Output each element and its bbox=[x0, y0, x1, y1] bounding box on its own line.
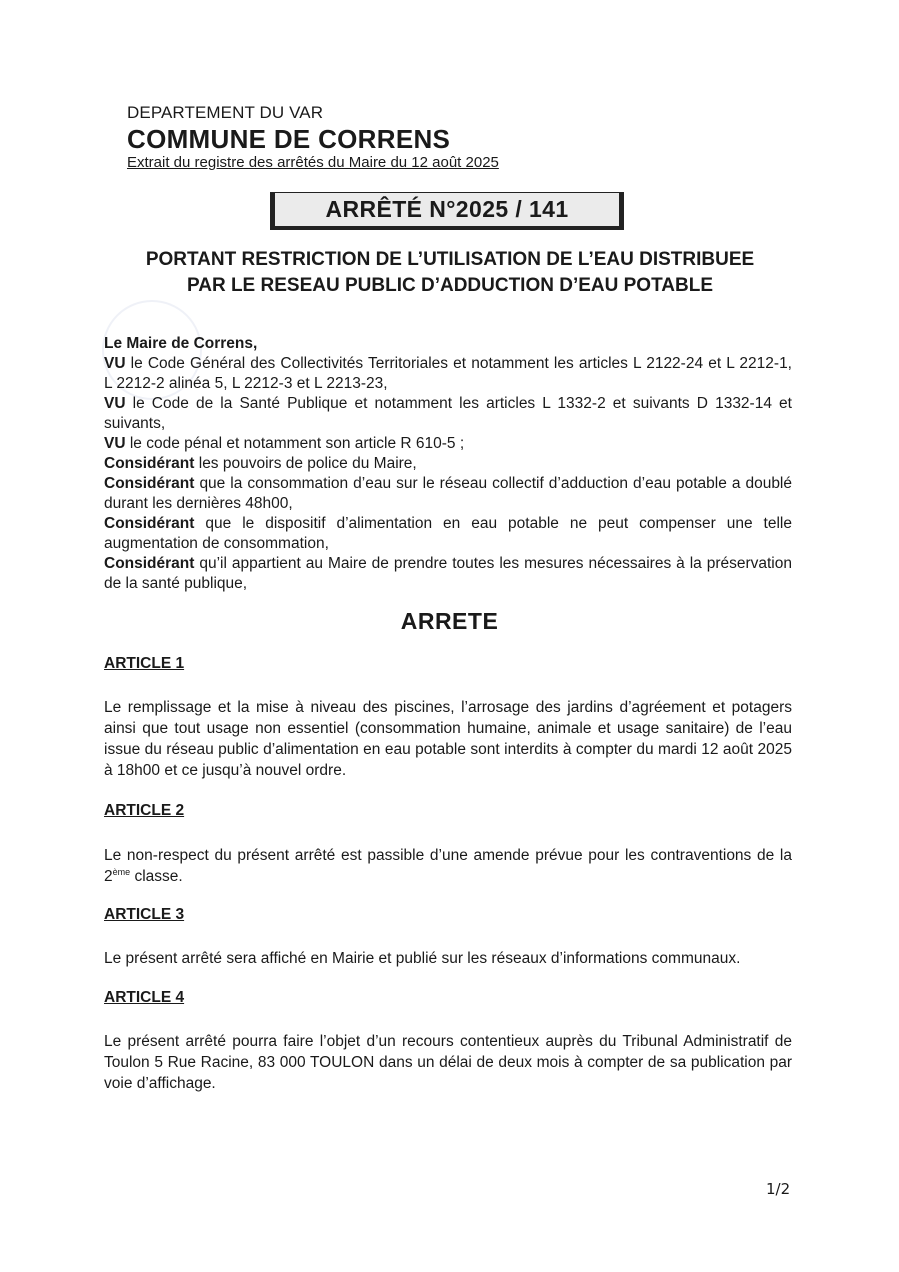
preamble-lead: VU bbox=[104, 395, 126, 412]
preamble-text: les pouvoirs de police du Maire, bbox=[194, 455, 417, 472]
preamble-lead: Considérant bbox=[104, 555, 195, 572]
register-extract: Extrait du registre des arrêtés du Maire du 12 août 2025 bbox=[127, 154, 499, 171]
preamble bbox=[104, 334, 792, 594]
department-label: DEPARTEMENT DU VAR bbox=[127, 103, 324, 122]
article-2-title: ARTICLE 2 bbox=[104, 802, 185, 819]
article-4-body: Le présent arrêté pourra faire l’objet d’un recours contentieux auprès du Tribunal Administratif de Toulon 5 Rue Racine, 83 000 TOULON dans un délai de deux mois à compter de sa publication par voie d’affichage. bbox=[104, 1033, 792, 1092]
commune-title: COMMUNE DE CORRENS bbox=[127, 124, 451, 154]
preamble-text: le Code Général des Collectivités Territoriales et notamment les articles L 2122-24 et L 2212-1, L 2212-2 alinéa 5, L 2212-3 et L 2213-23, bbox=[104, 355, 792, 392]
preamble-intro: Le Maire de Correns, bbox=[104, 335, 258, 352]
article-1-title: ARTICLE 1 bbox=[104, 655, 185, 672]
article-2-text bbox=[104, 845, 792, 887]
preamble-item bbox=[104, 394, 792, 434]
preamble-item bbox=[104, 354, 792, 394]
preamble-text: le code pénal et notamment son article R 610-5 ; bbox=[125, 435, 465, 452]
subject-line-1: PORTANT RESTRICTION DE L’UTILISATION DE L’EAU DISTRIBUEE bbox=[145, 249, 755, 270]
preamble-lead: VU bbox=[104, 355, 126, 372]
preamble-item bbox=[104, 554, 792, 594]
subject-line-2: PAR LE RESEAU PUBLIC D’ADDUCTION D’EAU POTABLE bbox=[186, 275, 714, 296]
preamble-item bbox=[104, 434, 792, 454]
article-3-body: Le présent arrêté sera affiché en Mairie et publié sur les réseaux d’informations communaux. bbox=[104, 950, 741, 967]
decree-number-box bbox=[270, 192, 624, 230]
decree-subject bbox=[60, 247, 840, 299]
preamble-lead: Considérant bbox=[104, 455, 195, 472]
article-4-text bbox=[104, 1031, 792, 1094]
preamble-text: qu’il appartient au Maire de prendre toutes les mesures nécessaires à la préservation de la santé publique, bbox=[104, 555, 792, 592]
preamble-item bbox=[104, 474, 792, 514]
document-header bbox=[127, 103, 499, 172]
article-1-text bbox=[104, 697, 792, 781]
preamble-item bbox=[104, 514, 792, 554]
decree-number: ARRÊTÉ N°2025 / 141 bbox=[325, 196, 569, 222]
preamble-lead: VU bbox=[104, 435, 126, 452]
arrete-heading: ARRETE bbox=[400, 608, 499, 634]
preamble-item bbox=[104, 454, 792, 474]
preamble-lead: Considérant bbox=[104, 515, 195, 532]
article-3-text bbox=[104, 948, 792, 969]
article-4-title: ARTICLE 4 bbox=[104, 989, 185, 1006]
page-number: 1/2 bbox=[766, 1180, 791, 1198]
preamble-lead: Considérant bbox=[104, 475, 195, 492]
preamble-text: le Code de la Santé Publique et notamment les articles L 1332-2 et suivants D 1332-14 et suivants, bbox=[104, 395, 792, 432]
article-2-body bbox=[104, 845, 792, 887]
article-1-body: Le remplissage et la mise à niveau des piscines, l’arrosage des jardins d’agréement et potagers ainsi que tout usage non essentiel (consommation humaine, animale et usage sanitaire) de l’eau issue du réseau public d’alimentation en eau potable sont interdits à compter du mardi 12 août 2025 à 18h00 et ce jusqu’à nouvel ordre. bbox=[104, 699, 792, 779]
preamble-text: que le dispositif d’alimentation en eau potable ne peut compenser une telle augmentation de consommation, bbox=[104, 515, 792, 552]
ordinal-superscript: ème bbox=[112, 866, 131, 877]
article-2-body-main: Le non-respect du présent arrêté est passible d’une amende prévue pour les contraventions de la 2 bbox=[104, 847, 792, 885]
article-3-title: ARTICLE 3 bbox=[104, 906, 185, 923]
article-2-body-end: classe. bbox=[130, 868, 183, 885]
preamble-text: que la consommation d’eau sur le réseau collectif d’adduction d’eau potable a doublé durant les dernières 48h00, bbox=[104, 475, 792, 512]
